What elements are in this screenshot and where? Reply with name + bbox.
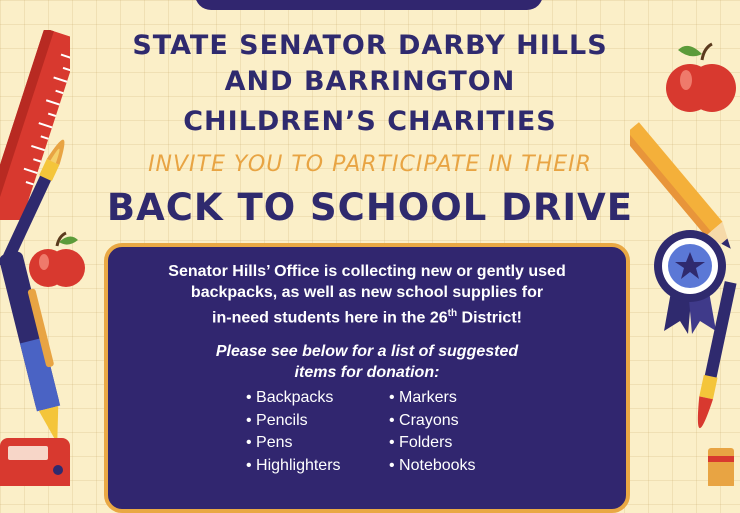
info-panel xyxy=(104,243,630,513)
intro-line-3-a: in-need students here in the 26 xyxy=(212,309,448,327)
intro-line-1: Senator Hills’ Office is collecting new or gently used xyxy=(168,263,566,280)
list-item: • Notebooks xyxy=(389,455,476,478)
suggested-items-heading xyxy=(128,341,606,383)
calculator-illustration xyxy=(0,430,80,486)
title-line-3: CHILDREN’S CHARITIES xyxy=(183,106,557,137)
brush-illustration-right xyxy=(680,280,740,460)
suggest-line-1: Please see below for a list of suggested xyxy=(215,343,519,360)
top-banner-pill xyxy=(195,0,543,10)
ordinal-suffix: th xyxy=(447,308,458,319)
list-item: • Backpacks xyxy=(246,387,341,410)
intro-line-3 xyxy=(128,303,606,328)
invite-line: INVITE YOU TO PARTICIPATE IN THEIR xyxy=(148,152,592,177)
list-item: • Pencils xyxy=(246,410,341,433)
pen-illustration xyxy=(0,250,70,450)
barrington-name: BARRINGTON xyxy=(303,66,516,97)
intro-line-3-b: District! xyxy=(457,309,522,327)
title-line-1-prefix: STATE SENATOR xyxy=(132,30,399,61)
drive-title: BACK TO SCHOOL DRIVE xyxy=(106,186,634,229)
list-item: • Pens xyxy=(246,432,341,455)
list-item: • Markers xyxy=(389,387,476,410)
apple-icon-right xyxy=(658,40,740,122)
title-line-1 xyxy=(90,30,650,61)
suggest-line-2: items for donation: xyxy=(294,364,440,381)
donation-list-right xyxy=(389,387,476,477)
senator-name: DARBY HILLS xyxy=(398,30,608,61)
donation-list-left xyxy=(246,387,341,477)
list-item: • Highlighters xyxy=(246,455,341,478)
intro-line-2: backpacks, as well as new school supplies for xyxy=(190,284,544,301)
intro-text xyxy=(128,261,606,328)
list-item: • Crayons xyxy=(389,410,476,433)
title-line-2 xyxy=(90,66,650,97)
title-line-2-prefix: AND xyxy=(224,66,304,97)
list-item: • Folders xyxy=(389,432,476,455)
crayon-illustration xyxy=(700,440,740,486)
